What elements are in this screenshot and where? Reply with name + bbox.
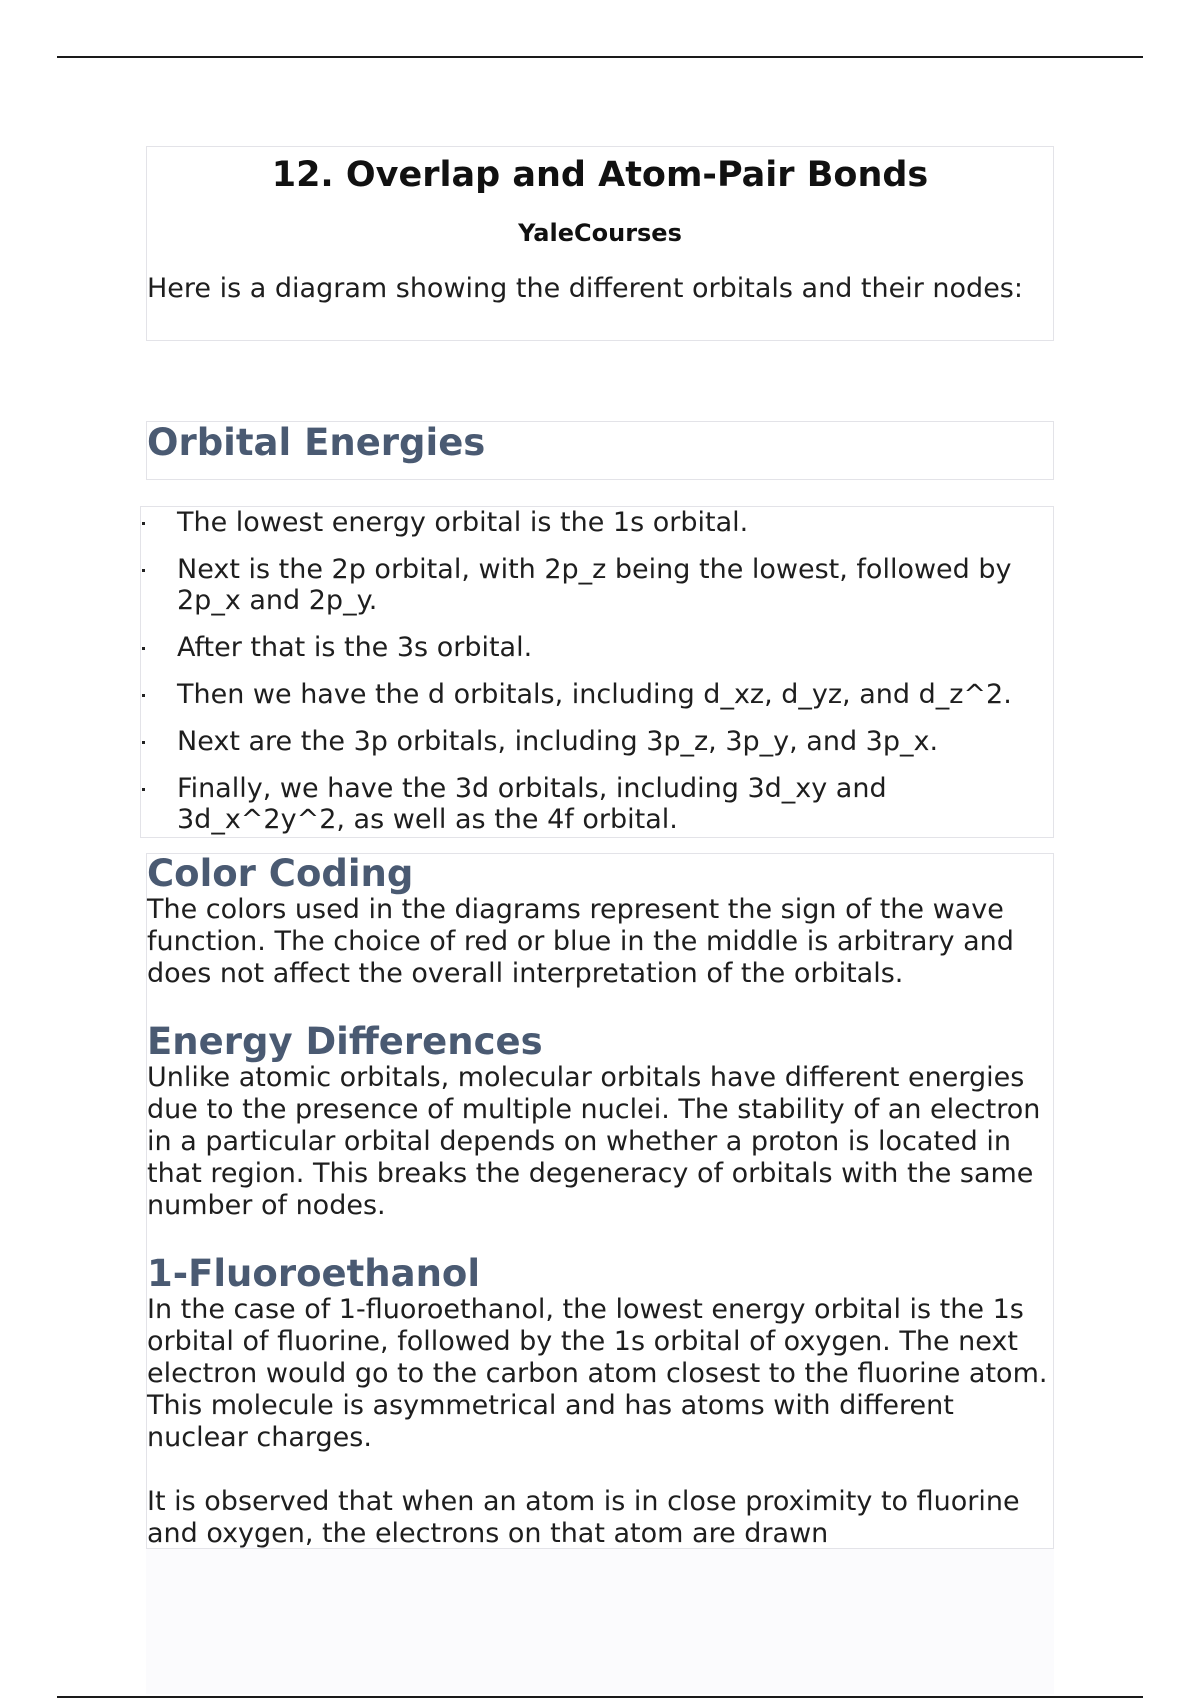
list-item: Finally, we have the 3d orbitals, including 3d_xy and 3d_x^2y^2, as well as the 4f orbital. <box>141 773 1053 835</box>
content-sections-box <box>146 853 1054 1549</box>
section-spacer <box>147 1222 1053 1254</box>
energy-differences-heading: Energy Differences <box>147 1020 543 1063</box>
section-spacer <box>147 1454 1053 1486</box>
list-item: After that is the 3s orbital. <box>141 632 1053 663</box>
document-title: 12. Overlap and Atom-Pair Bonds <box>271 155 929 195</box>
list-item: Next are the 3p orbitals, including 3p_z, 3p_y, and 3p_x. <box>141 726 1053 757</box>
fluoroethanol-heading: 1-Fluoroethanol <box>147 1252 481 1295</box>
energy-differences-paragraph: Unlike atomic orbitals, molecular orbitals have different energies due to the presence of multiple nuclei. The stability of an electron in a particular orbital depends on whether a proton is located in that region. This breaks the degeneracy of orbitals with the same number of nodes. <box>147 1062 1041 1221</box>
orbital-energies-heading: Orbital Energies <box>147 421 486 464</box>
document-source: YaleCourses <box>518 219 682 247</box>
title-block <box>146 146 1054 341</box>
section-spacer <box>147 990 1053 1022</box>
bottom-rule <box>57 1696 1143 1698</box>
list-item: The lowest energy orbital is the 1s orbital. <box>141 507 1053 538</box>
orbital-energies-heading-box <box>146 421 1054 480</box>
faint-bottom-panel <box>146 1549 1054 1694</box>
top-rule <box>57 56 1143 58</box>
orbital-energies-list <box>141 507 1053 835</box>
fluoroethanol-paragraph-2: It is observed that when an atom is in close proximity to fluorine and oxygen, the electrons on that atom are drawn <box>147 1486 1020 1549</box>
list-item: Then we have the d orbitals, including d_xz, d_yz, and d_z^2. <box>141 679 1053 710</box>
color-coding-heading: Color Coding <box>147 852 414 895</box>
list-item: Next is the 2p orbital, with 2p_z being the lowest, followed by 2p_x and 2p_y. <box>141 554 1053 616</box>
intro-paragraph: Here is a diagram showing the different orbitals and their nodes: <box>147 273 1023 304</box>
color-coding-paragraph: The colors used in the diagrams represent the sign of the wave function. The choice of red or blue in the middle is arbitrary and does not affect the overall interpretation of the orbitals. <box>147 894 1014 989</box>
fluoroethanol-paragraph: In the case of 1-fluoroethanol, the lowest energy orbital is the 1s orbital of fluorine, followed by the 1s orbital of oxygen. The next electron would go to the carbon atom closest to the fluorine atom. This molecule is asymmetrical and has atoms with different nuclear charges. <box>147 1294 1048 1453</box>
orbital-energies-list-box <box>140 506 1054 838</box>
